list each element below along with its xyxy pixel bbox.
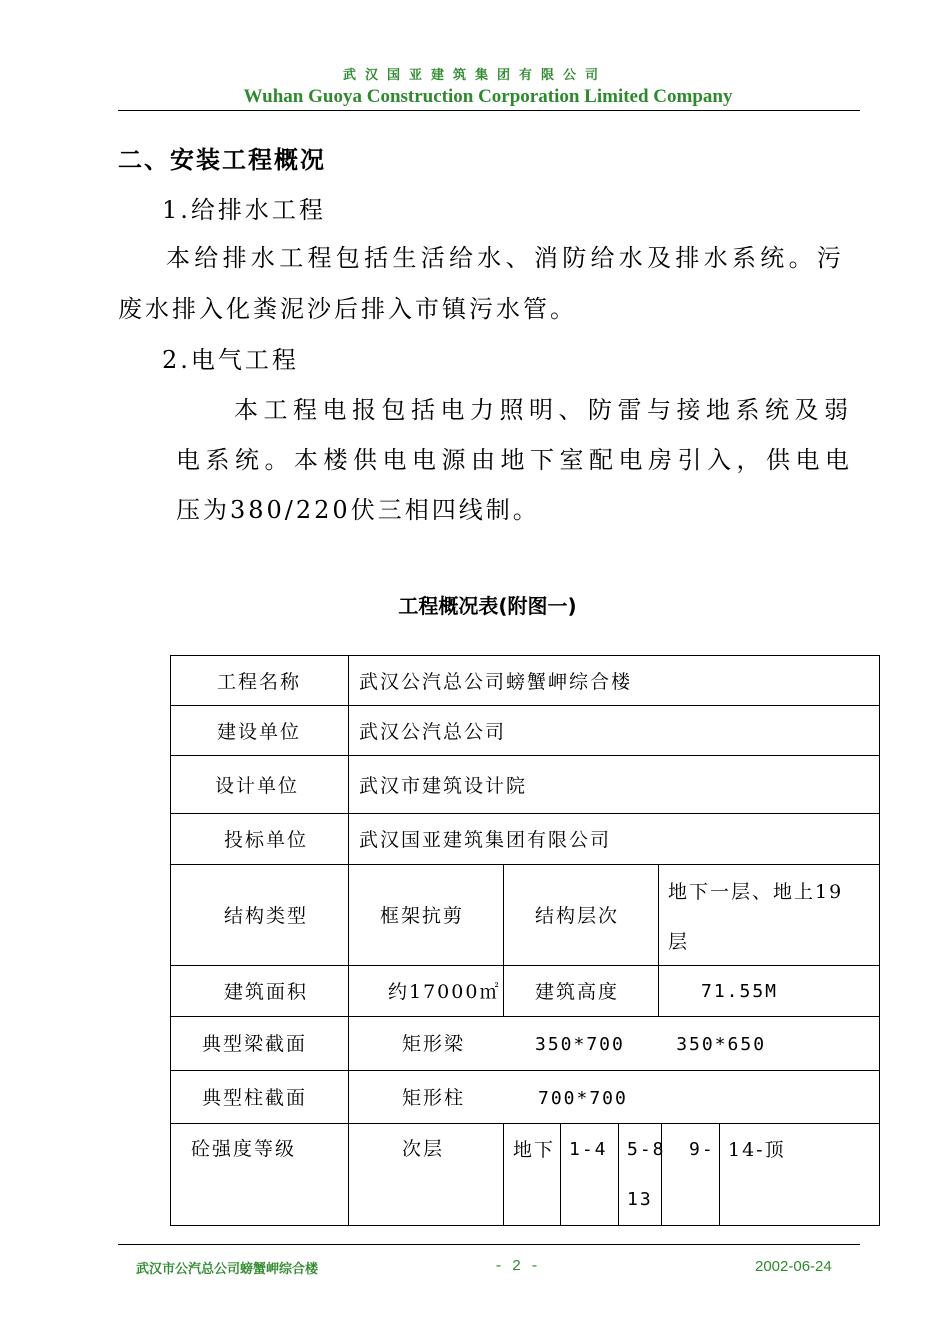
- row-divider: [171, 705, 879, 706]
- value-height: 71.55M: [701, 981, 779, 1002]
- level-col-basement: 地下: [513, 1139, 556, 1161]
- value-floor-area: 约17000㎡: [388, 981, 501, 1003]
- level-col-5-8: 5-8: [627, 1139, 666, 1160]
- header-company-en: Wuhan Guoya Construction Corporation Limited Company: [243, 86, 733, 107]
- label-column-section: 典型柱截面: [202, 1087, 308, 1109]
- row-divider: [171, 965, 879, 966]
- header-rule: [118, 110, 860, 111]
- plumbing-paragraph-line1: 本给排水工程包括生活给水、消防给水及排水系统。污: [166, 244, 846, 272]
- col-divider: [560, 1123, 561, 1225]
- subsection-electrical-title: 2.电气工程: [162, 346, 299, 374]
- label-designer: 设计单位: [215, 775, 300, 797]
- col-divider: [658, 864, 659, 1016]
- row-divider: [171, 813, 879, 814]
- label-structure-type: 结构类型: [224, 905, 309, 927]
- value-owner: 武汉公汽总公司: [359, 721, 507, 743]
- level-col-1-4: 1-4: [569, 1139, 608, 1160]
- label-floor-area: 建筑面积: [224, 981, 309, 1003]
- value-structure-levels-line1: 地下一层、地上19: [668, 881, 844, 903]
- table-title: 工程概况表(附图一): [398, 594, 577, 618]
- level-col-5-8-line2: 13: [627, 1189, 653, 1210]
- value-beam-sizes: 350*700 350*650: [535, 1034, 767, 1055]
- project-overview-table: [170, 655, 880, 1226]
- label-concrete-grade: 砼强度等级: [191, 1138, 297, 1160]
- col-divider: [503, 1123, 504, 1225]
- label-structure-levels: 结构层次: [535, 905, 620, 927]
- footer-date: 2002-06-24: [755, 1258, 832, 1275]
- electrical-paragraph-line2: 电系统。本楼供电电源由地下室配电房引入，供电电: [176, 446, 855, 474]
- footer-page-number: - 2 -: [494, 1258, 540, 1275]
- level-col-14-top: 14-顶: [728, 1139, 786, 1161]
- electrical-paragraph-line3: 压为380/220伏三相四线制。: [176, 496, 540, 524]
- label-beam-section: 典型梁截面: [202, 1033, 308, 1055]
- label-owner: 建设单位: [217, 721, 302, 743]
- col-divider: [503, 864, 504, 1016]
- value-structure-type: 框架抗剪: [380, 905, 465, 927]
- label-bidder: 投标单位: [224, 829, 309, 851]
- row-divider: [171, 755, 879, 756]
- footer-rule: [118, 1244, 860, 1245]
- row-divider: [171, 1123, 879, 1124]
- plumbing-paragraph-line2: 废水排入化粪泥沙后排入市镇污水管。: [118, 295, 577, 323]
- value-concrete-sub: 次层: [402, 1138, 445, 1160]
- value-column-type: 矩形柱: [402, 1087, 466, 1109]
- row-divider: [171, 1016, 879, 1017]
- col-divider: [618, 1123, 619, 1225]
- value-project-name: 武汉公汽总公司螃蟹岬综合楼: [359, 671, 633, 693]
- section-heading: 二、安装工程概况: [118, 146, 326, 174]
- value-column-size: 700*700: [538, 1088, 628, 1109]
- electrical-paragraph-line1: 本工程电报包括电力照明、防雷与接地系统及弱: [234, 396, 854, 424]
- label-height: 建筑高度: [535, 981, 620, 1003]
- value-structure-levels-line2: 层: [668, 931, 690, 953]
- value-beam-type: 矩形梁: [402, 1033, 466, 1055]
- value-designer: 武汉市建筑设计院: [359, 775, 528, 797]
- label-project-name: 工程名称: [217, 671, 302, 693]
- header-company-cn: 武汉国亚建筑集团有限公司: [342, 68, 607, 83]
- col-divider: [348, 656, 349, 1225]
- row-divider: [171, 864, 879, 865]
- footer-project: 武汉市公汽总公司螃蟹岬综合楼: [136, 1262, 319, 1277]
- col-divider: [719, 1123, 720, 1225]
- row-divider: [171, 1070, 879, 1071]
- subsection-plumbing-title: 1.给排水工程: [162, 196, 326, 224]
- level-col-9: 9-: [689, 1139, 715, 1160]
- value-bidder: 武汉国亚建筑集团有限公司: [359, 829, 612, 851]
